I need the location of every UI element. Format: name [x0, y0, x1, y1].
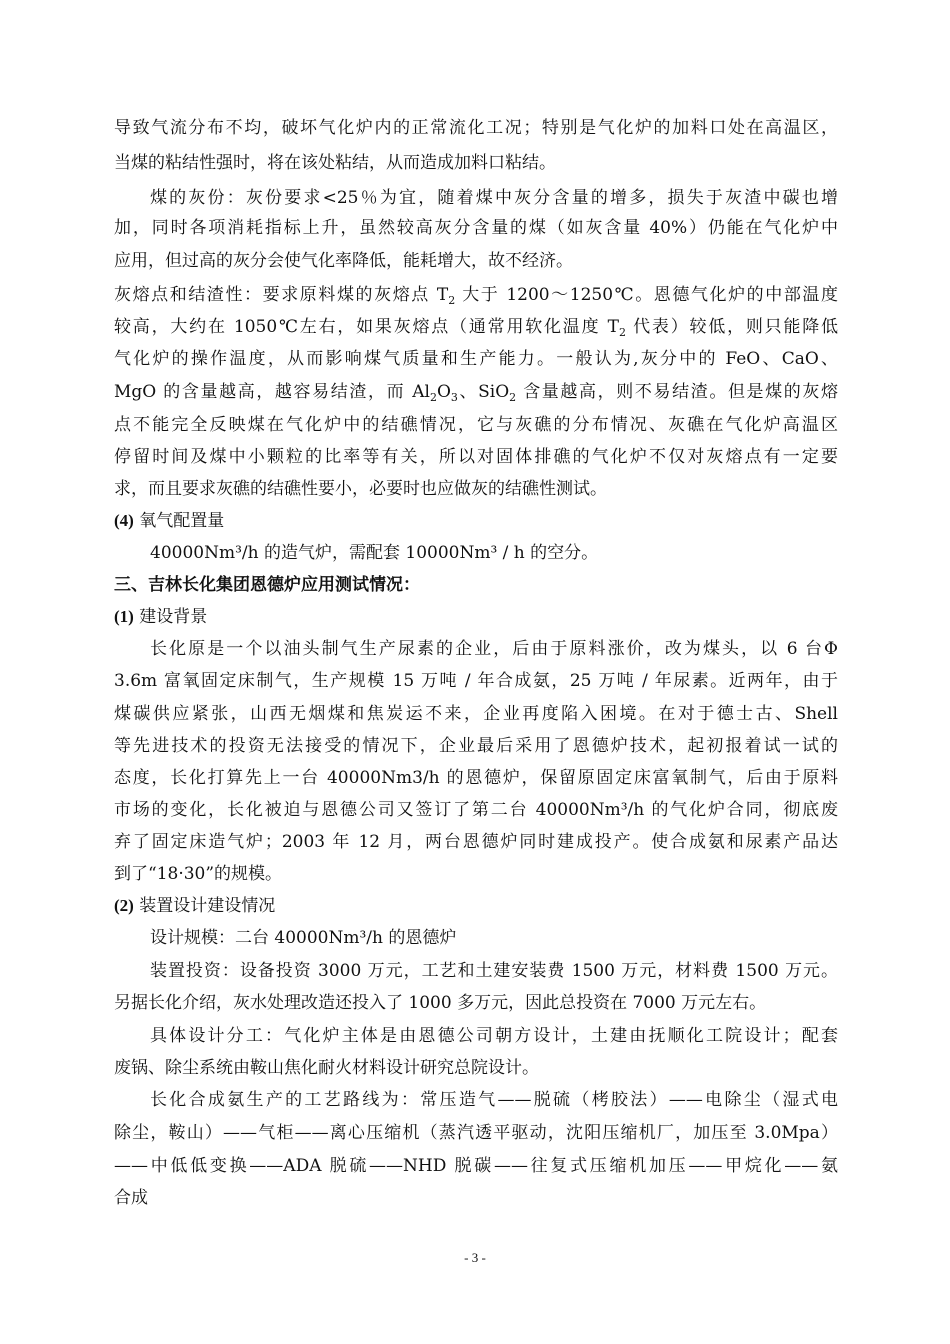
paragraph-line: 另据长化介绍，灰水处理改造还投入了 1000 多万元，因此总投资在 7000 万元左右。	[114, 993, 767, 1013]
paragraph-line: 等先进技术的投资无法接受的情况下，企业最后采用了恩德炉技术，起初报着试一试的	[114, 736, 838, 756]
heading-number: (2)	[114, 896, 134, 915]
paragraph-line: 3.6m 富氧固定床制气，生产规模 15 万吨 / 年合成氨，25 万吨 / 年尿素。近两年，由于	[114, 671, 838, 691]
paragraph-line: 长化原是一个以油头制气生产尿素的企业，后由于原料涨价，改为煤头，以 6 台Φ	[150, 639, 838, 659]
text-run: 灰熔点和结渣性：要求原料煤的灰熔点	[114, 285, 430, 305]
paragraph-line: 当煤的粘结性强时，将在该处粘结，从而造成加料口粘结。	[114, 153, 556, 173]
symbol-t: T	[607, 317, 619, 337]
symbol-t: T	[436, 285, 449, 305]
text-run: 含量越高，则不易结渣。但是煤的灰熔	[523, 382, 839, 402]
text-run: 较高，大约在 1050℃左右，如果灰熔点（通常用软化温度	[114, 317, 601, 337]
paragraph-line: 市场的变化，长化被迫与恩德公司又签订了第二台 40000Nm³/h 的气化炉合同，彻底废	[114, 800, 838, 820]
paragraph-line: 导致气流分布不均，破坏气化炉内的正常流化工况；特别是气化炉的加料口处在高温区，	[114, 118, 838, 138]
text-run: 代表）较低，则只能降低	[633, 317, 839, 337]
paragraph-line: 态度，长化打算先上一台 40000Nm3/h 的恩德炉，保留原固定床富氧制气，后由于原料	[114, 768, 838, 788]
heading-text: 装置设计建设情况	[139, 896, 276, 916]
chapter-heading: 三、吉林长化集团恩德炉应用测试情况：	[114, 575, 420, 595]
paragraph-line: ——中低低变换——ADA 脱硫——NHD 脱碳——往复式压缩机加压——甲烷化——氨	[114, 1156, 838, 1176]
subscript: 2	[509, 391, 517, 404]
paragraph-line: 除尘，鞍山）——气柜——离心压缩机（蒸汽透平驱动，沈阳压缩机厂，加压至 3.0Mpa）	[114, 1123, 838, 1143]
paragraph-line: 具体设计分工：气化炉主体是由恩德公司朝方设计，土建由抚顺化工院设计；配套	[150, 1026, 838, 1046]
text-run: MgO 的含量越高，越容易结渣，而 Al	[114, 382, 430, 402]
paragraph-line: 设计规模：二台 40000Nm³/h 的恩德炉	[150, 928, 457, 948]
paragraph-line	[114, 381, 838, 405]
subscript: 2	[448, 294, 456, 307]
section-heading	[114, 895, 838, 919]
paragraph-line: 加，同时各项消耗指标上升，虽然较高灰分含量的煤（如灰含量 40%）仍能在气化炉中	[114, 218, 838, 238]
paragraph-line: 求，而且要求灰礁的结礁性要小，必要时也应做灰的结礁性测试。	[114, 479, 607, 499]
text-run: O	[436, 382, 451, 402]
paragraph-line: 装置投资：设备投资 3000 万元，工艺和土建安装费 1500 万元，材料费 1500 万元。	[150, 961, 838, 981]
section-heading	[114, 606, 838, 630]
paragraph-line: 煤的灰份：灰份要求<25％为宜，随着煤中灰分含量的增多，损失于灰渣中碳也增	[150, 188, 838, 208]
heading-number: (4)	[114, 511, 134, 530]
text-run: 、SiO	[457, 382, 510, 402]
paragraph-line	[114, 284, 838, 308]
section-heading	[114, 510, 838, 534]
paragraph-line: 合成	[114, 1188, 148, 1208]
paragraph-line: 废锅、除尘系统由鞍山焦化耐火材料设计研究总院设计。	[114, 1058, 539, 1078]
paragraph-line: 点不能完全反映煤在气化炉中的结礁情况，它与灰礁的分布情况、灰礁在气化炉高温区	[114, 415, 838, 435]
heading-number: (1)	[114, 607, 134, 626]
paragraph-line: 40000Nm³/h 的造气炉，需配套 10000Nm³ / h 的空分。	[150, 543, 599, 563]
paragraph-line: 气化炉的操作温度，从而影响煤气质量和生产能力。一般认为,灰分中的 FeO、CaO、	[114, 349, 838, 369]
subscript: 2	[618, 326, 626, 339]
paragraph-line: 应用，但过高的灰分会使气化率降低，能耗增大，故不经济。	[114, 251, 573, 271]
heading-text: 氧气配置量	[139, 511, 225, 531]
paragraph-line: 长化合成氨生产的工艺路线为：常压造气——脱硫（栲胶法）——电除尘（湿式电	[150, 1090, 838, 1110]
paragraph-line: 停留时间及煤中小颗粒的比率等有关，所以对固体排礁的气化炉不仅对灰熔点有一定要	[114, 447, 838, 467]
text-run: 大于 1200～1250℃。恩德气化炉的中部温度	[462, 285, 839, 305]
subscript: 2	[429, 391, 437, 404]
paragraph-line: 到了“18·30”的规模。	[114, 864, 283, 884]
paragraph-line	[114, 316, 838, 340]
paragraph-line: 弃了固定床造气炉；2003 年 12 月，两台恩德炉同时建成投产。使合成氨和尿素产品达	[114, 832, 838, 852]
paragraph-line: 煤碳供应紧张，山西无烟煤和焦炭运不来，企业再度陷入困境。在对于德士古、Shell	[114, 704, 838, 724]
heading-text: 建设背景	[139, 607, 208, 627]
page-number: - 3 -	[464, 1250, 486, 1265]
subscript: 3	[450, 391, 458, 404]
